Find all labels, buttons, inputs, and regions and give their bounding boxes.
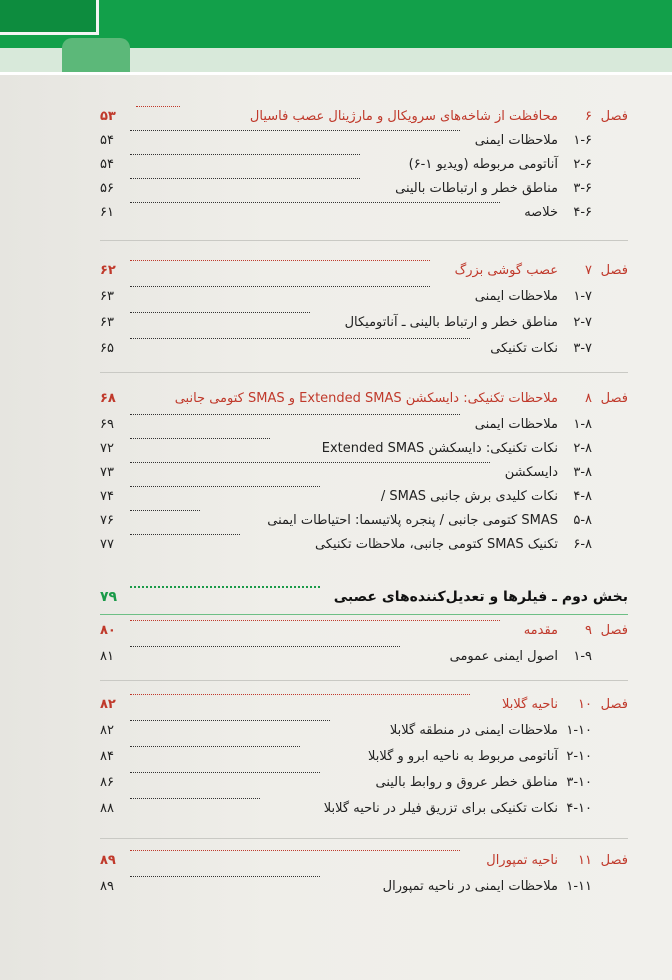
toc-entry-8-3[interactable] — [100, 462, 628, 484]
corner-block — [0, 0, 99, 32]
page-number: ۶۳ — [100, 289, 114, 304]
toc-entry-10-3[interactable] — [100, 772, 628, 794]
dot-leader — [130, 694, 470, 695]
header-rule — [0, 72, 672, 75]
chapter-number: ۶ — [585, 109, 592, 124]
dot-leader — [130, 876, 320, 877]
toc-entry-8-1[interactable] — [100, 414, 628, 436]
toc-entry-6-4[interactable] — [100, 202, 628, 224]
section-number: ۴-۱۰ — [566, 801, 592, 816]
dot-leader — [130, 438, 270, 439]
page-number: ۶۳ — [100, 315, 114, 330]
page-number: ۶۸ — [100, 391, 116, 406]
section-title: اصول ایمنی عمومی — [449, 649, 558, 664]
page-number: ۸۱ — [100, 649, 114, 664]
section-number: ۲-۷ — [573, 315, 592, 330]
section-divider — [100, 240, 628, 241]
chapter-title: ناحیه گلابلا — [502, 697, 558, 712]
page-number: ۷۳ — [100, 465, 114, 480]
dot-leader — [130, 720, 330, 721]
section-number: ۱-۱۱ — [566, 879, 592, 894]
section-title: نکات تکنیکی برای تزریق فیلر در ناحیه گلابلا — [323, 801, 558, 816]
toc-entry-6-2[interactable] — [100, 154, 628, 176]
toc-entry-10-4[interactable] — [100, 798, 628, 820]
page-number: ۸۹ — [100, 879, 114, 894]
page-number: ۸۲ — [100, 723, 114, 738]
dot-leader — [130, 772, 320, 773]
toc-entry-10-1[interactable] — [100, 720, 628, 742]
section-number: ۱-۸ — [573, 417, 592, 432]
page-number: ۷۲ — [100, 441, 114, 456]
page-number: ۶۵ — [100, 341, 114, 356]
toc-entry-8-4[interactable] — [100, 486, 628, 508]
section-title: ملاحظات ایمنی در ناحیه تمپورال — [382, 879, 558, 894]
section-title: خلاصه — [524, 205, 558, 220]
section-title: نکات کلیدی برش جانبی SMAS / — [380, 489, 558, 504]
section-title: ملاحظات ایمنی — [474, 417, 558, 432]
chapter-number: ۱۰ — [578, 697, 592, 712]
section-title: ملاحظات ایمنی در منطقه گلابلا — [389, 723, 558, 738]
page-number: ۷۶ — [100, 513, 114, 528]
page-number: ۶۲ — [100, 263, 116, 278]
dot-leader — [130, 850, 460, 851]
toc-entry-7-2[interactable] — [100, 312, 628, 334]
section-title: مناطق خطر عروق و روابط بالینی — [375, 775, 558, 790]
toc-entry-8-5[interactable] — [100, 510, 628, 532]
section-number: ۲-۱۰ — [566, 749, 592, 764]
page-number: ۵۴ — [100, 133, 114, 148]
dot-leader — [130, 260, 430, 261]
section-title: SMAS کتومی جانبی / پنجره پلاتیسما: احتیاطات ایمنی — [267, 513, 558, 528]
corner-line — [0, 32, 99, 35]
page-number: ۶۹ — [100, 417, 114, 432]
dot-leader — [130, 338, 470, 339]
section-number: ۱-۱۰ — [566, 723, 592, 738]
page-number: ۷۷ — [100, 537, 114, 552]
toc-chapter-9[interactable] — [100, 620, 628, 642]
toc-entry-7-1[interactable] — [100, 286, 628, 308]
chapter-label: فصل — [600, 109, 628, 124]
toc-chapter-6[interactable] — [100, 106, 628, 128]
dot-leader — [130, 620, 500, 621]
toc-entry-7-3[interactable] — [100, 338, 628, 360]
page-number: ۵۴ — [100, 157, 114, 172]
section-title: آناتومی مربوطه (ویدیو ۱-۶) — [408, 157, 558, 172]
page-number: ۶۱ — [100, 205, 114, 220]
toc-entry-10-2[interactable] — [100, 746, 628, 768]
dot-leader — [136, 106, 180, 107]
dot-leader — [130, 286, 430, 287]
chapter-number: ۱۱ — [578, 853, 592, 868]
chapter-title: عصب گوشی بزرگ — [454, 263, 558, 278]
chapter-label: فصل — [600, 697, 628, 712]
section-number: ۳-۸ — [573, 465, 592, 480]
chapter-title: ملاحظات تکنیکی: دایسکشن Extended SMAS و SMAS کتومی جانبی — [174, 391, 558, 406]
section-number: ۱-۷ — [573, 289, 592, 304]
dot-leader — [130, 798, 260, 799]
dot-leader — [130, 586, 320, 588]
page-number: ۸۲ — [100, 697, 116, 712]
page-number: ۵۳ — [100, 109, 116, 124]
section-title: آناتومی مربوط به ناحیه ابرو و گلابلا — [368, 749, 558, 764]
dot-leader — [130, 462, 490, 463]
section-number: ۴-۸ — [573, 489, 592, 504]
page-number: ۸۴ — [100, 749, 114, 764]
section-number: ۴-۶ — [573, 205, 592, 220]
chapter-number: ۷ — [585, 263, 592, 278]
section-title: تکنیک SMAS کتومی جانبی، ملاحظات تکنیکی — [314, 537, 558, 552]
page-number: ۷۹ — [100, 589, 118, 605]
toc-entry-8-6[interactable] — [100, 534, 628, 556]
page-number: ۸۸ — [100, 801, 114, 816]
section-number: ۳-۶ — [573, 181, 592, 196]
section-number: ۲-۶ — [573, 157, 592, 172]
dot-leader — [130, 746, 300, 747]
dot-leader — [130, 312, 310, 313]
chapter-label: فصل — [600, 623, 628, 638]
dot-leader — [130, 414, 460, 415]
dot-leader — [130, 130, 460, 131]
dot-leader — [130, 486, 320, 487]
section-number: ۵-۸ — [573, 513, 592, 528]
dot-leader — [130, 534, 240, 535]
dot-leader — [130, 154, 360, 155]
chapter-title: محافظت از شاخه‌های سرویکال و مارژینال عصب فاسیال — [249, 109, 558, 124]
section-title: مناطق خطر و ارتباط بالینی ـ آناتومیکال — [344, 315, 558, 330]
dot-leader — [130, 178, 360, 179]
section-number: ۱-۹ — [573, 649, 592, 664]
toc-part-2[interactable] — [100, 586, 628, 608]
header-tab — [62, 38, 130, 72]
toc-entry-6-3[interactable] — [100, 178, 628, 200]
page-number: ۷۴ — [100, 489, 114, 504]
section-divider — [100, 372, 628, 373]
page-number: ۸۹ — [100, 853, 116, 868]
page-number: ۸۰ — [100, 623, 116, 638]
toc-chapter-10[interactable] — [100, 694, 628, 716]
page-number: ۵۶ — [100, 181, 114, 196]
part-divider — [100, 614, 628, 615]
dot-leader — [130, 202, 500, 203]
toc-entry-9-1[interactable] — [100, 646, 628, 668]
chapter-label: فصل — [600, 853, 628, 868]
section-title: دایسکشن — [504, 465, 558, 480]
section-divider — [100, 838, 628, 839]
dot-leader — [130, 510, 200, 511]
toc-chapter-7[interactable] — [100, 260, 628, 282]
section-number: ۳-۱۰ — [566, 775, 592, 790]
section-number: ۲-۸ — [573, 441, 592, 456]
toc-chapter-8[interactable] — [100, 388, 628, 410]
chapter-label: فصل — [600, 263, 628, 278]
toc-chapter-11[interactable] — [100, 850, 628, 872]
dot-leader — [130, 646, 400, 647]
chapter-label: فصل — [600, 391, 628, 406]
chapter-title: ناحیه تمپورال — [486, 853, 558, 868]
section-title: ملاحظات ایمنی — [474, 133, 558, 148]
section-number: ۱-۶ — [573, 133, 592, 148]
section-title: ملاحظات ایمنی — [474, 289, 558, 304]
section-divider — [100, 680, 628, 681]
part-title: بخش دوم ـ فیلرها و تعدیل‌کننده‌های عصبی — [333, 589, 628, 605]
chapter-title: مقدمه — [523, 623, 558, 638]
toc-entry-8-2[interactable] — [100, 438, 628, 460]
toc-entry-11-1[interactable] — [100, 876, 628, 898]
section-number: ۳-۷ — [573, 341, 592, 356]
section-title: مناطق خطر و ارتباطات بالینی — [395, 181, 558, 196]
page-number: ۸۶ — [100, 775, 114, 790]
section-number: ۶-۸ — [573, 537, 592, 552]
section-title: نکات تکنیکی: دایسکشن Extended SMAS — [321, 441, 558, 456]
chapter-number: ۹ — [585, 623, 592, 638]
toc-entry-6-1[interactable] — [100, 130, 628, 152]
section-title: نکات تکنیکی — [490, 341, 558, 356]
chapter-number: ۸ — [585, 391, 592, 406]
